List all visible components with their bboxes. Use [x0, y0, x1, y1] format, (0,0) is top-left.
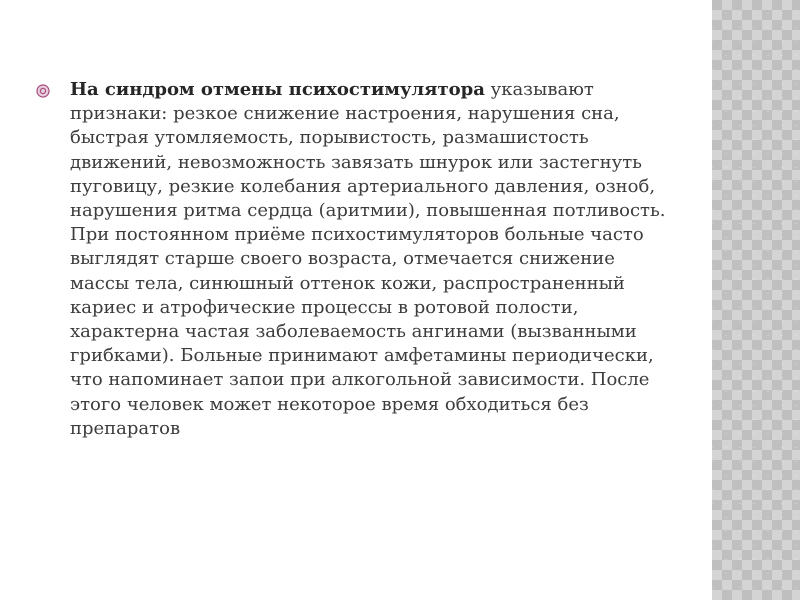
decorative-side-pattern [712, 0, 800, 600]
paragraph [70, 78, 666, 441]
bold-lead-text: На синдром отмены психостимулятора [70, 79, 485, 100]
circle-bullet-icon [36, 84, 50, 98]
body-text: указывают признаки: резкое снижение настроения, нарушения сна, быстрая утомляемость, порывистость, размашистость движений, невозможность завязать шнурок или застегнуть пуговицу, резкие колебания артериального давления, озноб, нарушения ритма сердца (аритмии), повышенная потливость. При постоянном приёме психостимуляторов больные часто выглядят старше своего возраста, отмечается снижение массы тела, синюшный оттенок кожи, распространенный кариес и атрофические процессы в ротовой полости, характерна частая заболеваемость ангинами (вызванными грибками). Больные принимают амфетамины периодически, что напоминает запои при алкогольной зависимости. После этого человек может некоторое время обходиться без препаратов [70, 79, 666, 439]
bullet-item [36, 78, 666, 441]
slide-content [36, 78, 666, 441]
